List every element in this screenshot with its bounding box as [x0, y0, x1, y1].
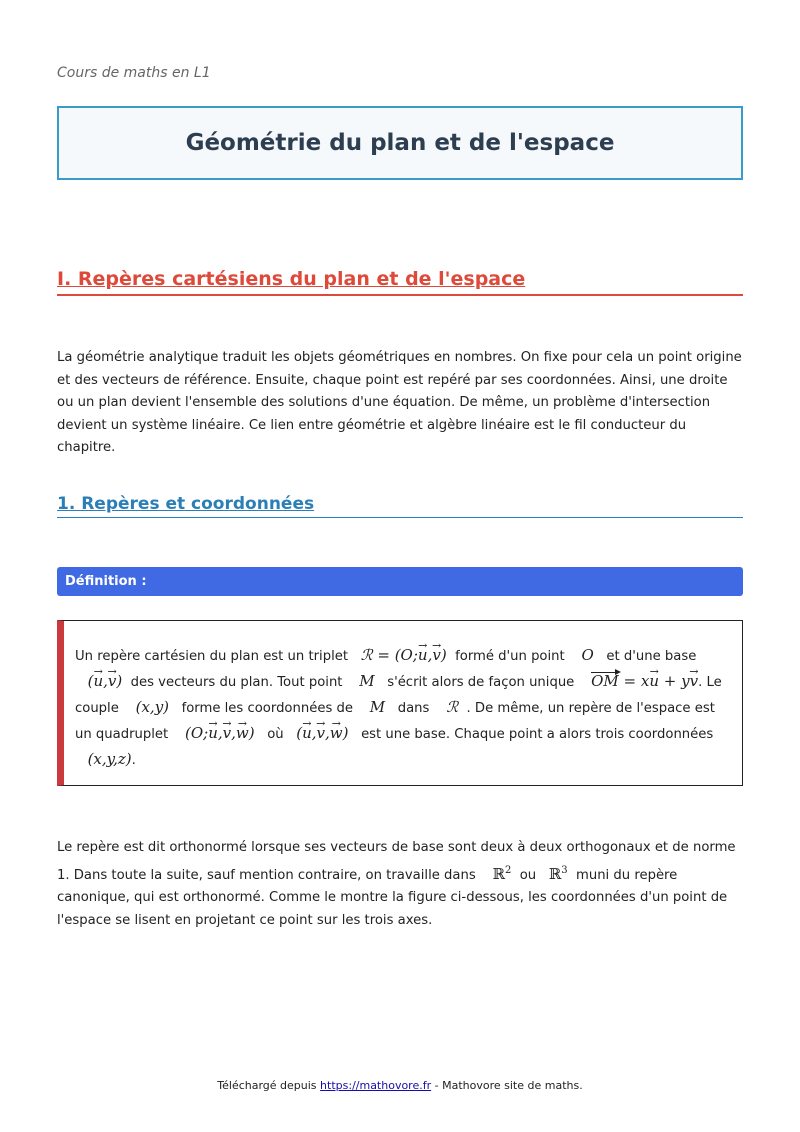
footer	[0, 1079, 800, 1092]
footer-suffix: - Mathovore site de maths.	[434, 1079, 583, 1092]
definition-text: .	[131, 753, 136, 768]
paragraph-text: muni du repère canonique, qui est orthonormé. Comme le montre la figure ci-dessous, les coordonnées d'un point de l'espace se lisent en projetant ce point sur les trois axes.	[57, 867, 728, 928]
definition-text: s'écrit alors de façon unique	[387, 675, 575, 690]
formula-decomposition: OM = x→ u + y→ v	[591, 672, 698, 690]
footer-prefix: Téléchargé depuis	[217, 1079, 317, 1092]
formula-r2: ℝ$^2$	[492, 864, 512, 883]
formula-quadruplet: (O;→ u,→ v,→ w)	[185, 724, 255, 742]
definition-text: . De même, un repère de l'espace est un quadruplet	[75, 701, 715, 742]
definition-text: Un repère cartésien du plan est un triplet	[75, 649, 349, 664]
page-title: Géométrie du plan et de l'espace	[185, 130, 615, 156]
paragraph-text: Le repère est dit orthonormé lorsque ses vecteurs de base sont deux à deux orthogonaux et de norme 1. Dans toute la suite, sauf mention contraire, on travaille dans	[57, 840, 736, 883]
paragraph-text: ou	[519, 867, 537, 883]
definition-box	[57, 620, 743, 786]
formula-origin: O	[581, 646, 594, 664]
orthonormal-paragraph	[57, 837, 747, 932]
definition-text: où	[267, 727, 284, 742]
title-box	[57, 106, 743, 180]
formula-repere: ℛ = (O;→ u,→ v)	[361, 646, 447, 664]
formula-couple: (x,y)	[135, 698, 170, 716]
subsection-heading: 1. Repères et coordonnées	[57, 494, 743, 518]
definition-text: est une base. Chaque point a alors trois coordonnées	[361, 727, 714, 742]
definition-text: des vecteurs du plan. Tout point	[130, 675, 343, 690]
definition-text: forme les coordonnées de	[181, 701, 353, 716]
definition-text: dans	[397, 701, 430, 716]
footer-link[interactable]: https://mathovore.fr	[320, 1079, 432, 1092]
formula-repere-symbol: ℛ	[446, 698, 459, 716]
formula-point: M	[359, 672, 375, 690]
definition-text: formé d'un point	[455, 649, 565, 664]
formula-space-base: (→ u,→ v,→ w)	[296, 724, 348, 742]
definition-text: . Le couple	[75, 675, 722, 716]
intro-paragraph: La géométrie analytique traduit les objets géométriques en nombres. On fixe pour cela un point origine et des vecteurs de référence. Ensuite, chaque point est repéré par ses coordonnées. Ainsi, une droite ou un plan devient l'ensemble des solutions d'une équation. De même, un problème d'intersection devient un système linéaire. Ce lien entre géométrie et algèbre linéaire est le fil conducteur du chapitre.	[57, 350, 742, 456]
course-label: Cours de maths en L1	[57, 65, 211, 81]
section-heading: I. Repères cartésiens du plan et de l'espace	[57, 268, 743, 296]
definition-text: et d'une base	[606, 649, 697, 664]
formula-triple: (x,y,z)	[87, 750, 132, 768]
formula-base: (→ u,→ v)	[88, 672, 123, 690]
formula-r3: ℝ$^3$	[548, 864, 568, 883]
formula-point: M	[369, 698, 386, 716]
definition-label: Définition :	[57, 567, 743, 596]
